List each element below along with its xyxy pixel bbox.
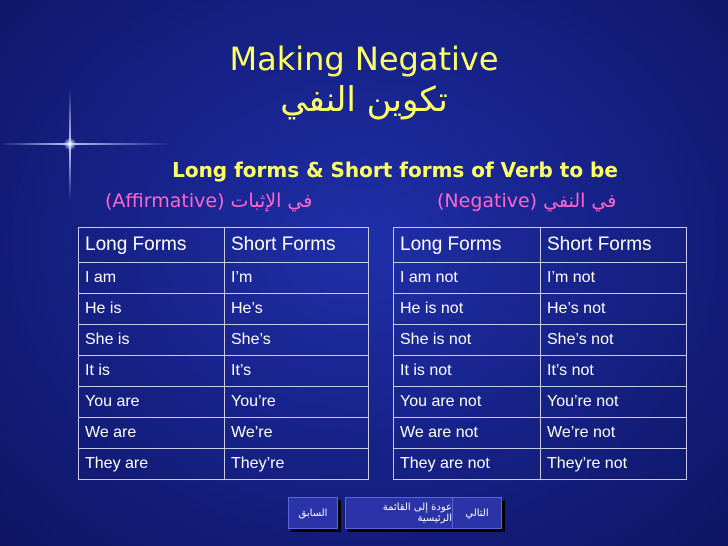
negative-label: (Negative) في النفي [437,190,617,212]
slide-title-arabic: تكوين النفي [280,80,448,120]
long-form-cell: We are [79,418,225,449]
table-header-row [394,228,687,263]
short-form-cell: They’re [225,449,369,480]
short-form-cell: I’m [225,263,369,294]
previous-button[interactable]: السابق [288,497,338,529]
table-row [394,387,687,418]
long-form-cell: She is not [394,325,541,356]
table-row [79,356,369,387]
table-row [79,325,369,356]
short-form-cell: You’re not [541,387,687,418]
affirmative-label: (Affirmative) في الإثبات [105,190,313,212]
short-form-cell: We’re [225,418,369,449]
table-row [79,294,369,325]
affirmative-table [78,227,369,480]
long-form-cell: You are [79,387,225,418]
table-row [79,449,369,480]
header-long-forms: Long Forms [79,228,225,263]
short-form-cell: We’re not [541,418,687,449]
slide-subtitle: Long forms & Short forms of Verb to be [172,158,618,182]
next-button[interactable]: التالي [452,497,502,529]
long-form-cell: I am [79,263,225,294]
short-form-cell: It’s not [541,356,687,387]
long-form-cell: They are not [394,449,541,480]
long-form-cell: He is [79,294,225,325]
short-form-cell: You’re [225,387,369,418]
long-form-cell: It is not [394,356,541,387]
long-form-cell: It is [79,356,225,387]
short-form-cell: He’s [225,294,369,325]
main-menu-button[interactable]: عودة إلى القائمة الرئيسية [345,497,453,529]
table-row [394,263,687,294]
table-row [79,263,369,294]
header-short-forms: Short Forms [225,228,369,263]
table-row [79,387,369,418]
short-form-cell: I’m not [541,263,687,294]
header-short-forms: Short Forms [541,228,687,263]
long-form-cell: She is [79,325,225,356]
sparkle-star-icon [64,138,76,150]
table-row [79,418,369,449]
table-header-row [79,228,369,263]
short-form-cell: He’s not [541,294,687,325]
long-form-cell: We are not [394,418,541,449]
long-form-cell: You are not [394,387,541,418]
table-row [394,294,687,325]
sparkle-decoration [0,143,170,145]
header-long-forms: Long Forms [394,228,541,263]
slide-title-english: Making Negative [229,40,499,78]
long-form-cell: They are [79,449,225,480]
short-form-cell: She’s not [541,325,687,356]
long-form-cell: He is not [394,294,541,325]
short-form-cell: It’s [225,356,369,387]
table-row [394,356,687,387]
negative-table [393,227,687,480]
table-row [394,449,687,480]
short-form-cell: They’re not [541,449,687,480]
table-row [394,325,687,356]
long-form-cell: I am not [394,263,541,294]
short-form-cell: She’s [225,325,369,356]
table-row [394,418,687,449]
